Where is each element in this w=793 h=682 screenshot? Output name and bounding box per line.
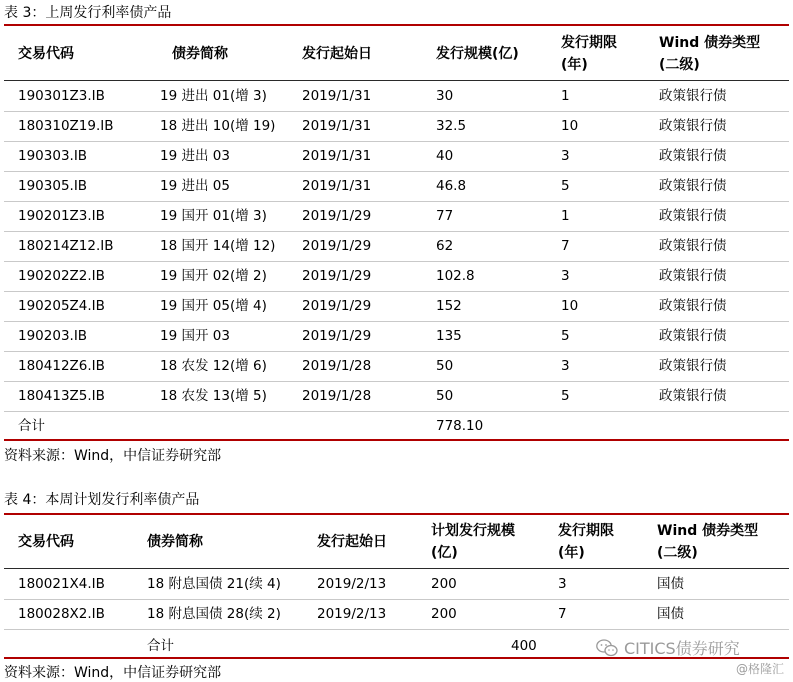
table3-top-rule bbox=[4, 24, 789, 26]
cell-size: 77 bbox=[436, 208, 454, 224]
cell-term: 5 bbox=[561, 328, 570, 344]
table3-source: 资料来源：Wind，中信证券研究部 bbox=[4, 448, 222, 464]
table4-header-code: 交易代码 bbox=[18, 534, 74, 550]
cell-term: 7 bbox=[561, 238, 570, 254]
cell-type: 政策银行债 bbox=[659, 148, 727, 164]
watermark-brand: CITICS债券研究 bbox=[624, 639, 740, 658]
cell-start-date: 2019/1/29 bbox=[302, 298, 372, 314]
cell-size: 200 bbox=[431, 606, 457, 622]
cell-code: 180412Z6.IB bbox=[18, 358, 105, 374]
row-divider bbox=[4, 231, 789, 232]
table4-header-type-level: (二级) bbox=[657, 545, 698, 561]
row-divider bbox=[4, 351, 789, 352]
table3-header-size: 发行规模(亿) bbox=[436, 46, 519, 62]
cell-start-date: 2019/1/28 bbox=[302, 358, 372, 374]
row-divider bbox=[4, 291, 789, 292]
table4-header-size: 计划发行规模 bbox=[431, 523, 515, 539]
cell-name: 18 国开 14(增 12) bbox=[160, 238, 276, 254]
cell-type: 政策银行债 bbox=[659, 208, 727, 224]
cell-code: 190305.IB bbox=[18, 178, 88, 194]
cell-start-date: 2019/1/31 bbox=[302, 148, 372, 164]
cell-size: 62 bbox=[436, 238, 454, 254]
table4-header-type: Wind 债券类型 bbox=[657, 523, 759, 539]
cell-size: 135 bbox=[436, 328, 462, 344]
table3-bottom-rule bbox=[4, 439, 789, 441]
cell-size: 30 bbox=[436, 88, 454, 104]
cell-size: 46.8 bbox=[436, 178, 467, 194]
row-divider bbox=[4, 111, 789, 112]
table4-top-rule bbox=[4, 513, 789, 515]
cell-term: 10 bbox=[561, 118, 579, 134]
cell-code: 190301Z3.IB bbox=[18, 88, 105, 104]
table3-header-name: 债券简称 bbox=[172, 46, 228, 62]
cell-size: 200 bbox=[431, 576, 457, 592]
row-divider bbox=[4, 261, 789, 262]
cell-name: 19 国开 01(增 3) bbox=[160, 208, 267, 224]
cell-start-date: 2019/1/31 bbox=[302, 118, 372, 134]
watermark bbox=[596, 636, 740, 659]
cell-size: 152 bbox=[436, 298, 462, 314]
row-divider bbox=[4, 201, 789, 202]
cell-type: 政策银行债 bbox=[659, 118, 727, 134]
cell-start-date: 2019/1/29 bbox=[302, 268, 372, 284]
table3-header-code: 交易代码 bbox=[18, 46, 74, 62]
cell-term: 1 bbox=[561, 88, 570, 104]
row-divider bbox=[4, 171, 789, 172]
watermark-sub: @格隆汇 bbox=[736, 662, 785, 676]
cell-code: 190201Z3.IB bbox=[18, 208, 105, 224]
cell-code: 190303.IB bbox=[18, 148, 88, 164]
cell-size: 102.8 bbox=[436, 268, 475, 284]
cell-name: 19 进出 01(增 3) bbox=[160, 88, 267, 104]
cell-term: 5 bbox=[561, 178, 570, 194]
cell-start-date: 2019/1/31 bbox=[302, 178, 372, 194]
row-divider bbox=[4, 411, 789, 412]
table3-header-start: 发行起始日 bbox=[302, 46, 372, 62]
table3-header-term: 发行期限 bbox=[561, 35, 617, 51]
row-divider bbox=[4, 599, 789, 600]
table3-header-term-unit: (年) bbox=[561, 57, 588, 73]
cell-start-date: 2019/2/13 bbox=[317, 576, 387, 592]
cell-name: 19 国开 03 bbox=[160, 328, 230, 344]
cell-type: 政策银行债 bbox=[659, 358, 727, 374]
cell-name: 19 国开 05(增 4) bbox=[160, 298, 267, 314]
cell-start-date: 2019/1/28 bbox=[302, 388, 372, 404]
cell-name: 19 进出 03 bbox=[160, 148, 230, 164]
cell-size: 50 bbox=[436, 388, 454, 404]
cell-code: 180214Z12.IB bbox=[18, 238, 114, 254]
cell-start-date: 2019/1/29 bbox=[302, 208, 372, 224]
cell-name: 18 农发 13(增 5) bbox=[160, 388, 267, 404]
cell-code: 190205Z4.IB bbox=[18, 298, 105, 314]
cell-term: 3 bbox=[561, 358, 570, 374]
cell-name: 18 农发 12(增 6) bbox=[160, 358, 267, 374]
table4-total-value: 400 bbox=[511, 638, 537, 654]
table4-header-start: 发行起始日 bbox=[317, 534, 387, 550]
row-divider bbox=[4, 381, 789, 382]
cell-type: 政策银行债 bbox=[659, 328, 727, 344]
cell-name: 18 附息国债 21(续 4) bbox=[147, 576, 281, 592]
cell-name: 18 进出 10(增 19) bbox=[160, 118, 276, 134]
cell-type: 国债 bbox=[657, 606, 684, 622]
cell-term: 10 bbox=[561, 298, 579, 314]
cell-type: 政策银行债 bbox=[659, 388, 727, 404]
cell-size: 50 bbox=[436, 358, 454, 374]
table4-header-size-unit: (亿) bbox=[431, 545, 458, 561]
cell-code: 180028X2.IB bbox=[18, 606, 105, 622]
cell-code: 180310Z19.IB bbox=[18, 118, 114, 134]
table4-title: 表 4：本周计划发行利率债产品 bbox=[4, 492, 200, 508]
table4-header-term-unit: (年) bbox=[558, 545, 585, 561]
cell-term: 3 bbox=[561, 268, 570, 284]
table3-header-type-level: (二级) bbox=[659, 57, 700, 73]
table3-title: 表 3：上周发行利率债产品 bbox=[4, 5, 172, 21]
row-divider bbox=[4, 141, 789, 142]
table3-total-label: 合计 bbox=[18, 418, 45, 434]
table4-source: 资料来源：Wind，中信证券研究部 bbox=[4, 665, 222, 681]
cell-code: 180021X4.IB bbox=[18, 576, 105, 592]
cell-code: 180413Z5.IB bbox=[18, 388, 105, 404]
cell-name: 19 国开 02(增 2) bbox=[160, 268, 267, 284]
cell-term: 5 bbox=[561, 388, 570, 404]
table4-header-name: 债券简称 bbox=[147, 534, 203, 550]
cell-type: 政策银行债 bbox=[659, 238, 727, 254]
table4-header-rule bbox=[4, 568, 789, 569]
cell-start-date: 2019/2/13 bbox=[317, 606, 387, 622]
table3-header-rule bbox=[4, 80, 789, 81]
table3-header-type: Wind 债券类型 bbox=[659, 35, 761, 51]
row-divider bbox=[4, 629, 789, 630]
cell-type: 国债 bbox=[657, 576, 684, 592]
cell-term: 3 bbox=[558, 576, 567, 592]
table4-total-label: 合计 bbox=[147, 638, 174, 654]
chat-bubble-icon bbox=[596, 639, 618, 657]
cell-type: 政策银行债 bbox=[659, 178, 727, 194]
cell-name: 18 附息国债 28(续 2) bbox=[147, 606, 281, 622]
cell-start-date: 2019/1/29 bbox=[302, 328, 372, 344]
cell-size: 40 bbox=[436, 148, 454, 164]
cell-type: 政策银行债 bbox=[659, 298, 727, 314]
row-divider bbox=[4, 321, 789, 322]
cell-term: 3 bbox=[561, 148, 570, 164]
cell-code: 190202Z2.IB bbox=[18, 268, 105, 284]
table3-total-value: 778.10 bbox=[436, 418, 484, 434]
cell-code: 190203.IB bbox=[18, 328, 88, 344]
cell-term: 1 bbox=[561, 208, 570, 224]
cell-name: 19 进出 05 bbox=[160, 178, 230, 194]
cell-size: 32.5 bbox=[436, 118, 467, 134]
cell-term: 7 bbox=[558, 606, 567, 622]
cell-start-date: 2019/1/29 bbox=[302, 238, 372, 254]
table4-header-term: 发行期限 bbox=[558, 523, 614, 539]
cell-type: 政策银行债 bbox=[659, 88, 727, 104]
cell-type: 政策银行债 bbox=[659, 268, 727, 284]
cell-start-date: 2019/1/31 bbox=[302, 88, 372, 104]
